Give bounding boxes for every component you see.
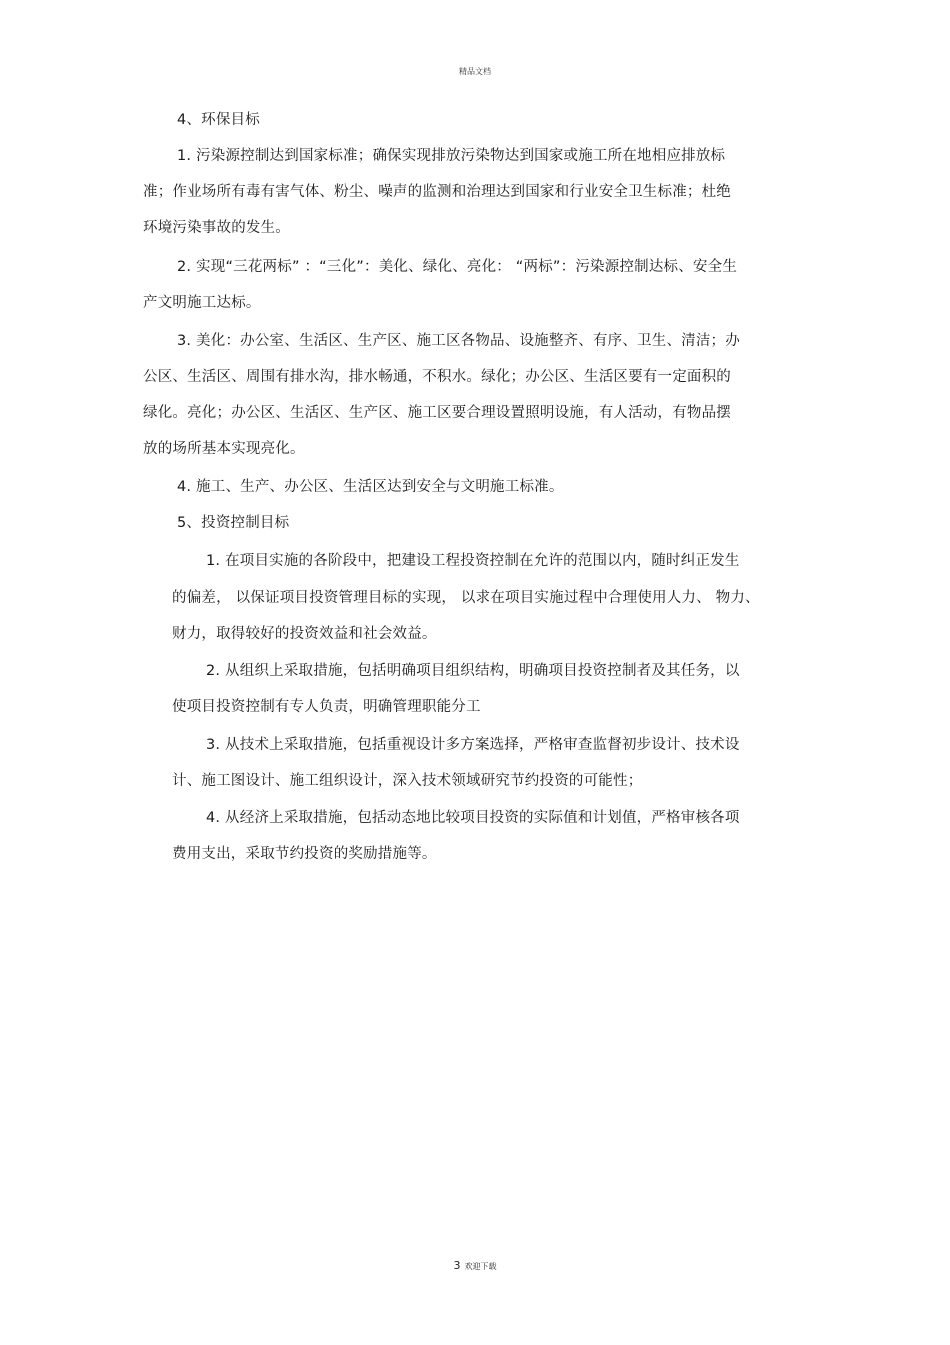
paragraph-line: 产文明施工达标。 [143, 295, 261, 311]
paragraph-line: 使项目投资控制有专人负责，明确管理职能分工 [172, 699, 481, 715]
page-number: 3 [453, 1259, 461, 1272]
paragraph-line: 绿化。亮化；办公区、生活区、生产区、施工区要合理设置照明设施，有人活动，有物品摆 [143, 405, 731, 421]
paragraph-line: 环境污染事故的发生。 [143, 220, 290, 236]
paragraph-line: 3. 美化：办公室、生活区、生产区、施工区各物品、设施整齐、有序、卫生、清洁；办 [177, 333, 740, 349]
paragraph-line: 4. 施工、生产、办公区、生活区达到安全与文明施工标准。 [177, 479, 564, 495]
paragraph-line: 4. 从经济上采取措施，包括动态地比较项目投资的实际值和计划值，严格审核各项 [206, 810, 740, 826]
paragraph-line: 公区、生活区、周围有排水沟，排水畅通，不积水。绿化；办公区、生活区要有一定面积的 [143, 369, 731, 385]
paragraph-line: 2. 从组织上采取措施，包括明确项目组织结构，明确项目投资控制者及其任务，以 [206, 663, 740, 679]
paragraph-line: 1. 污染源控制达到国家标准；确保实现排放污染物达到国家或施工所在地相应排放标 [177, 148, 726, 164]
paragraph-line: 3. 从技术上采取措施，包括重视设计多方案选择，严格审查监督初步设计、技术设 [206, 737, 740, 753]
section-heading-environment: 4、环保目标 [177, 112, 260, 128]
paragraph-line: 准；作业场所有毒有害气体、粉尘、噪声的监测和治理达到国家和行业安全卫生标准；杜绝 [143, 184, 731, 200]
footer-label: 欢迎下载 [464, 1262, 497, 1271]
header-note: 精品文档 [459, 67, 491, 76]
paragraph-line: 财力，取得较好的投资效益和社会效益。 [172, 626, 437, 642]
paragraph-line: 的偏差， 以保证项目投资管理目标的实现， 以求在项目实施过程中合理使用人力、 物力、 [172, 590, 760, 606]
section-heading-investment: 5、投资控制目标 [177, 515, 290, 531]
paragraph-line: 2. 实现“三花两标” ：“三化”：美化、绿化、亮化： “两标”：污染源控制达标、安全生 [177, 259, 738, 275]
paragraph-line: 费用支出，采取节约投资的奖励措施等。 [172, 846, 437, 862]
paragraph-line: 放的场所基本实现亮化。 [143, 441, 305, 457]
paragraph-line: 1. 在项目实施的各阶段中，把建设工程投资控制在允许的范围以内，随时纠正发生 [206, 553, 740, 569]
page-footer [0, 1259, 950, 1272]
paragraph-line: 计、施工图设计、施工组织设计，深入技术领域研究节约投资的可能性； [172, 773, 643, 789]
